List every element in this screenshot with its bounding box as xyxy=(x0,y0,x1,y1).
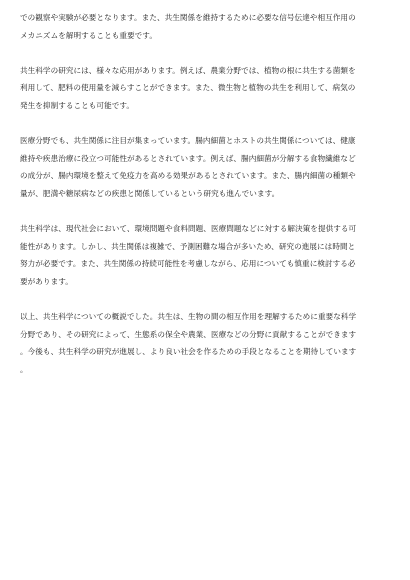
paragraph-4 xyxy=(20,220,390,290)
paragraph-line: 以上、共生科学についての概説でした。共生は、生物の間の相互作用を理解するために重要な科学 xyxy=(20,312,357,322)
paragraph-line: 分野であり、その研究によって、生態系の保全や農業、医療などの分野に貢献することができます xyxy=(20,329,357,339)
paragraph-line: 。今後も、共生科学の研究が進展し、より良い社会を作るための手段となることを期待しています xyxy=(20,347,357,357)
paragraph-spacer xyxy=(20,115,390,133)
paragraph-line: の成分が、腸内環境を整えて免疫力を高める効果があるとされています。また、腸内細菌の種類や xyxy=(20,171,356,181)
paragraph-5 xyxy=(20,308,390,378)
paragraph-line: 。 xyxy=(20,364,28,374)
paragraph-spacer xyxy=(20,203,390,221)
document-body xyxy=(20,9,390,378)
paragraph-line: 発生を抑制することも可能です。 xyxy=(20,100,135,110)
paragraph-line: 努力が必要です。また、共生関係の持続可能性を考慮しながら、応用についても慎重に検討する必 xyxy=(20,259,356,269)
paragraph-line: 量が、肥満や糖尿病などの疾患と関係しているという研究も進んでいます。 xyxy=(20,188,280,198)
paragraph-line: 要があります。 xyxy=(20,276,73,286)
paragraph-3 xyxy=(20,132,390,202)
paragraph-spacer xyxy=(20,44,390,62)
paragraph-line: 共生科学の研究には、様々な応用があります。例えば、農業分野では、植物の根に共生する菌類を xyxy=(20,65,356,75)
paragraph-line: 医療分野でも、共生関係に注目が集まっています。腸内細菌とホストの共生関係については、健康 xyxy=(20,136,356,146)
paragraph-line: 維持や疾患治療に役立つ可能性があるとされています。例えば、腸内細菌が分解する食物繊維など xyxy=(20,153,356,163)
paragraph-line: 利用して、肥料の使用量を減らすことができます。また、微生物と植物の共生を利用して、病気の xyxy=(20,83,356,93)
paragraph-line: 共生科学は、現代社会において、環境問題や食料問題、医療問題などに対する解決策を提供する可 xyxy=(20,224,357,234)
paragraph-line: メカニズムを解明することも重要です。 xyxy=(20,30,157,40)
paragraph-line: での観察や実験が必要となります。また、共生関係を維持するために必要な信号伝達や相互作用の xyxy=(20,13,356,22)
paragraph-2 xyxy=(20,62,390,115)
paragraph-spacer xyxy=(20,291,390,309)
paragraph-1 xyxy=(20,9,390,44)
paragraph-line: 能性があります。しかし、共生関係は複雑で、予測困難な場合が多いため、研究の進展には時間と xyxy=(20,241,356,251)
